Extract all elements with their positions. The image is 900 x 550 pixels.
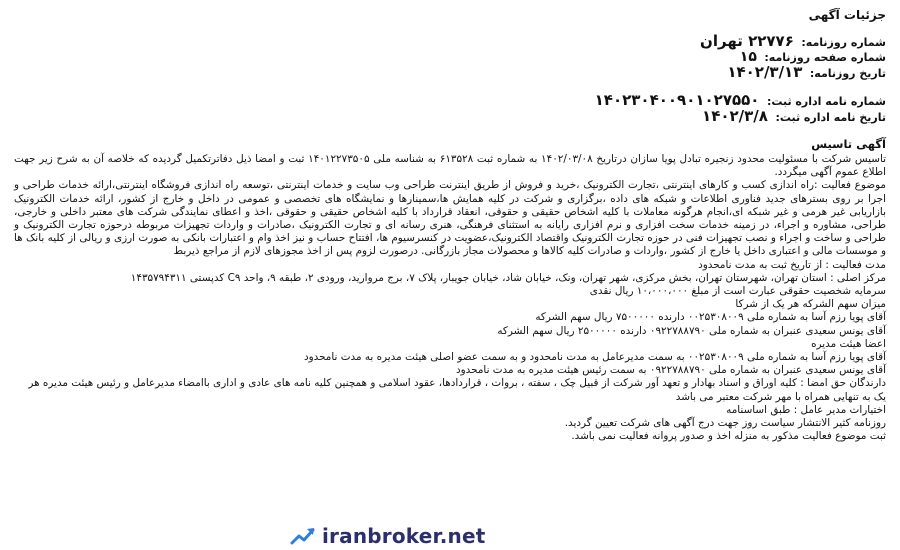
notice-line: اختیارات مدیر عامل : طبق اساسنامه [726, 403, 886, 416]
notice-line: آقای پویا رزم آسا به شماره ملی ۰۰۲۵۳۰۸۰۰۹ به سمت مدیرعامل به مدت نامحدود و به سمت عضو اصلی هیئت مدیره به مدت نامحدود [304, 351, 886, 364]
notice-line: سرمایه شخصیت حقوقی عبارت است از مبلغ ۱۰،۰۰۰،۰۰۰ ریال نقدی [589, 285, 886, 298]
newspaper-number-row [14, 34, 886, 50]
notice-paragraph: تاسیس شرکت با مسئولیت محدود زنجیره تبادل پویا سازان درتاریخ ۱۴۰۲/۰۳/۰۸ به شماره ثبت ۶۱۳۵۲۸ به شناسه ملی ۱۴۰۱۲۲۷۳۵۰۵ ثبت و امضا ذیل دفاترتکمیل گردیده که خلاصه آن به شرح زیر جهت اطلاع عموم آگهی میگردد. [14, 153, 886, 179]
chart-trend-icon [290, 525, 316, 547]
registry-info [14, 93, 886, 125]
newspaper-page-label: شماره صفحه روزنامه: [764, 51, 886, 64]
notice-line: روزنامه کثیر الانتشار سیاست روز جهت درج آگهی های شرکت تعیین گردید. [564, 417, 886, 430]
newspaper-number-value: ۲۲۷۷۶ تهران [700, 32, 794, 50]
notice-line: دارندگان حق امضا : کلیه اوراق و اسناد بهادار و تعهد آور شرکت از قبیل چک ، سفته ، بروات ، قراردادها، عقود اسلامی و همچنین کلیه نامه های عادی و اداری باامضاء مدیرعامل و رئیس هیئت مدیره هر یک به تنهایی همراه با مهر شرکت معتبر می باشد [28, 377, 886, 403]
newspaper-date-label: تاریخ روزنامه: [809, 67, 886, 80]
newspaper-info [14, 34, 886, 81]
registry-letter-date-label: تاریخ نامه اداره ثبت: [775, 111, 886, 124]
notice-title: آگهی تاسیس [811, 137, 886, 151]
notice-line: مرکز اصلی : استان تهران، شهرستان تهران، بخش مرکزی، شهر تهران، ونک، خیابان شاد، خیابان جویبار، پلاک ۷، برج مروارید، ورودی ۲، طبقه ۹، واحد C۹ کدپستی ۱۴۳۵۷۹۴۳۱۱ [130, 271, 886, 284]
notice-line: آقای یونس سعیدی عنبران به شماره ملی ۰۹۲۲۷۸۸۷۹۰ به سمت رئیس هیئت مدیره به مدت نامحدود [456, 364, 886, 377]
notice-paragraph: موضوع فعالیت :راه اندازی کسب و کارهای اینترنتی ،تجارت الکترونیک ،خرید و فروش از طریق اینترنت طراحی وب سایت و خدمات اینترنتی ،توسعه راه اندازی فروشگاه اینترنتی،ارائه خدمات طراحی و اجرا بر روی بسترهای جدید فناوری اطلاعات و شبکه های داده ،برگزاری و شرکت در کلیه همایش ها،سمینارها و نمایشگاه های تخصصی و عمومی در داخل و خارج از کشور، ارائه خدمات الکترونیک بازاریابی غیر هرمی و غیر شبکه ای،انجام هرگونه معاملات با کلیه اشخاص حقیقی و حقوقی، انعقاد قرارداد با کلیه اشخاص حقیقی و حقوقی ،اخذ و اعطای نمایندگی شرکت های معتبر داخلی و خارجی، طراحی، مشاوره و اجراء، در زمینه خدمات سخت افزاری و نرم افزاری رایانه به استثنای فرهنگی، هنری رسانه ای و تجارت الکترونیک ،صادرات و واردات تجهیزات مربوطه درحوزه تجارت الکترونیک و طراحی و ساخت و اجراء و نصب تجهیزات فنی در حوزه تجارت الکترونیک واقتصاد الکترونیک،عضویت در کنسرسیوم ها، افتتاح حساب و نیز اخذ وام و اعتبارات بانکی به صورت ارزی و ریالی از کلیه بانک ها و موسسات مالی و اعتباری داخل یا خارج از کشور ،واردات و صادرات کلیه کالاها و محصولات مجاز بازرگانی. درصورت لزوم پس از اخذ مجوزهای لازم از مراجع ذیربط [14, 179, 886, 258]
watermark-text: iranbroker.net [322, 524, 486, 548]
registry-letter-date-row [14, 109, 886, 125]
notice-line: ثبت موضوع فعالیت مذکور به منزله اخذ و صدور پروانه فعالیت نمی باشد. [571, 430, 886, 443]
site-watermark [290, 524, 485, 548]
newspaper-date-value: ۱۴۰۲/۳/۱۳ [727, 63, 803, 81]
notice-line: میزان سهم الشرکه هر یک از شرکا [735, 298, 886, 311]
newspaper-page-value: ۱۵ [739, 49, 757, 65]
page-title: جزئیات آگهی [808, 8, 886, 22]
notice-line: اعضا هیئت مدیره [811, 337, 886, 350]
notice-line: آقای یونس سعیدی عنبران به شماره ملی ۰۹۲۲۷۸۸۷۹۰ دارنده ۲۵۰۰۰۰۰ ریال سهم الشرکه [497, 324, 886, 337]
registry-letter-number-value: ۱۴۰۲۳۰۴۰۰۹۰۱۰۲۷۵۵۰ [594, 91, 760, 109]
registry-letter-number-label: شماره نامه اداره ثبت: [766, 95, 886, 108]
notice-line: مدت فعالیت : از تاریخ ثبت به مدت نامحدود [698, 258, 886, 271]
notice-body [14, 153, 886, 443]
registry-letter-date-value: ۱۴۰۲/۳/۸ [702, 107, 768, 125]
newspaper-number-label: شماره روزنامه: [801, 36, 886, 49]
notice-line: آقای پویا رزم آسا به شماره ملی ۰۰۲۵۳۰۸۰۰۹ دارنده ۷۵۰۰۰۰۰ ریال سهم الشرکه [535, 311, 886, 324]
newspaper-date-row [14, 65, 886, 81]
